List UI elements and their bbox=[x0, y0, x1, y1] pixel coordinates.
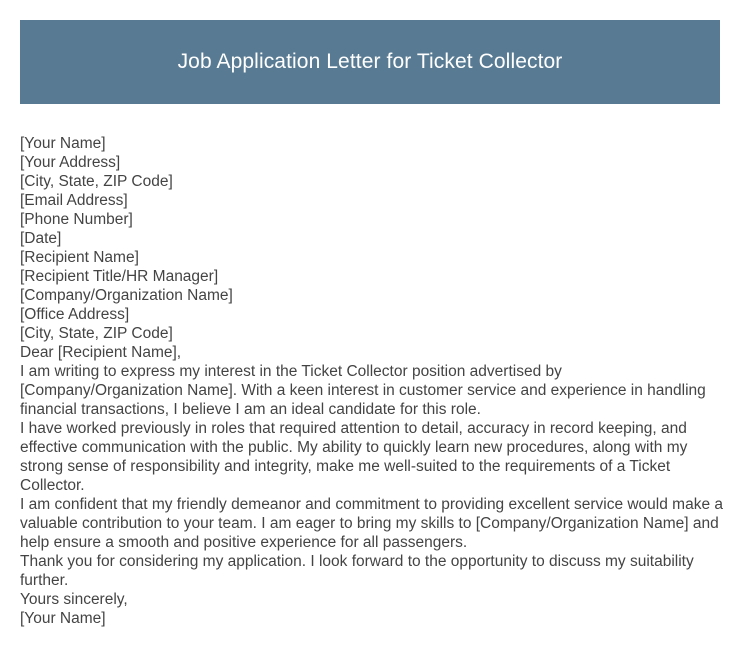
paragraph-experience: I have worked previously in roles that required attention to detail, accuracy in record keeping, and effective communication with the public. My ability to quickly learn new procedures, along with my strong sense of responsibility and integrity, make me well-suited to the requirements of a Ticket Collector. bbox=[20, 420, 688, 494]
sender-block bbox=[20, 134, 725, 248]
sender-email: [Email Address] bbox=[20, 192, 128, 209]
sender-address: [Your Address] bbox=[20, 154, 121, 171]
recipient-title: [Recipient Title/HR Manager] bbox=[20, 268, 219, 285]
page-title: Job Application Letter for Ticket Collector bbox=[177, 50, 563, 73]
letter-date: [Date] bbox=[20, 230, 62, 247]
salutation: Dear [Recipient Name], bbox=[20, 344, 182, 361]
paragraph-intro: I am writing to express my interest in the Ticket Collector position advertised by [Company/Organization Name]. With a keen interest in customer service and experience in handling financial transactions, I believe I am an ideal candidate for this role. bbox=[20, 363, 706, 418]
sender-city-state-zip: [City, State, ZIP Code] bbox=[20, 173, 173, 190]
recipient-office-address: [Office Address] bbox=[20, 306, 130, 323]
closing: Yours sincerely, bbox=[20, 591, 128, 608]
letter-body bbox=[20, 134, 725, 628]
recipient-company: [Company/Organization Name] bbox=[20, 287, 233, 304]
sender-phone: [Phone Number] bbox=[20, 211, 133, 228]
title-banner bbox=[20, 20, 720, 104]
signature: [Your Name] bbox=[20, 610, 106, 627]
sender-name: [Your Name] bbox=[20, 135, 106, 152]
recipient-name: [Recipient Name] bbox=[20, 249, 139, 266]
recipient-block bbox=[20, 248, 725, 343]
recipient-city-state-zip: [City, State, ZIP Code] bbox=[20, 325, 173, 342]
paragraph-thanks: Thank you for considering my application. I look forward to the opportunity to discuss my suitability further. bbox=[20, 553, 694, 589]
paragraph-contribution: I am confident that my friendly demeanor and commitment to providing excellent service would make a valuable contribution to your team. I am eager to bring my skills to [Company/Organization Name] and help ensure a smooth and positive experience for all passengers. bbox=[20, 496, 724, 551]
